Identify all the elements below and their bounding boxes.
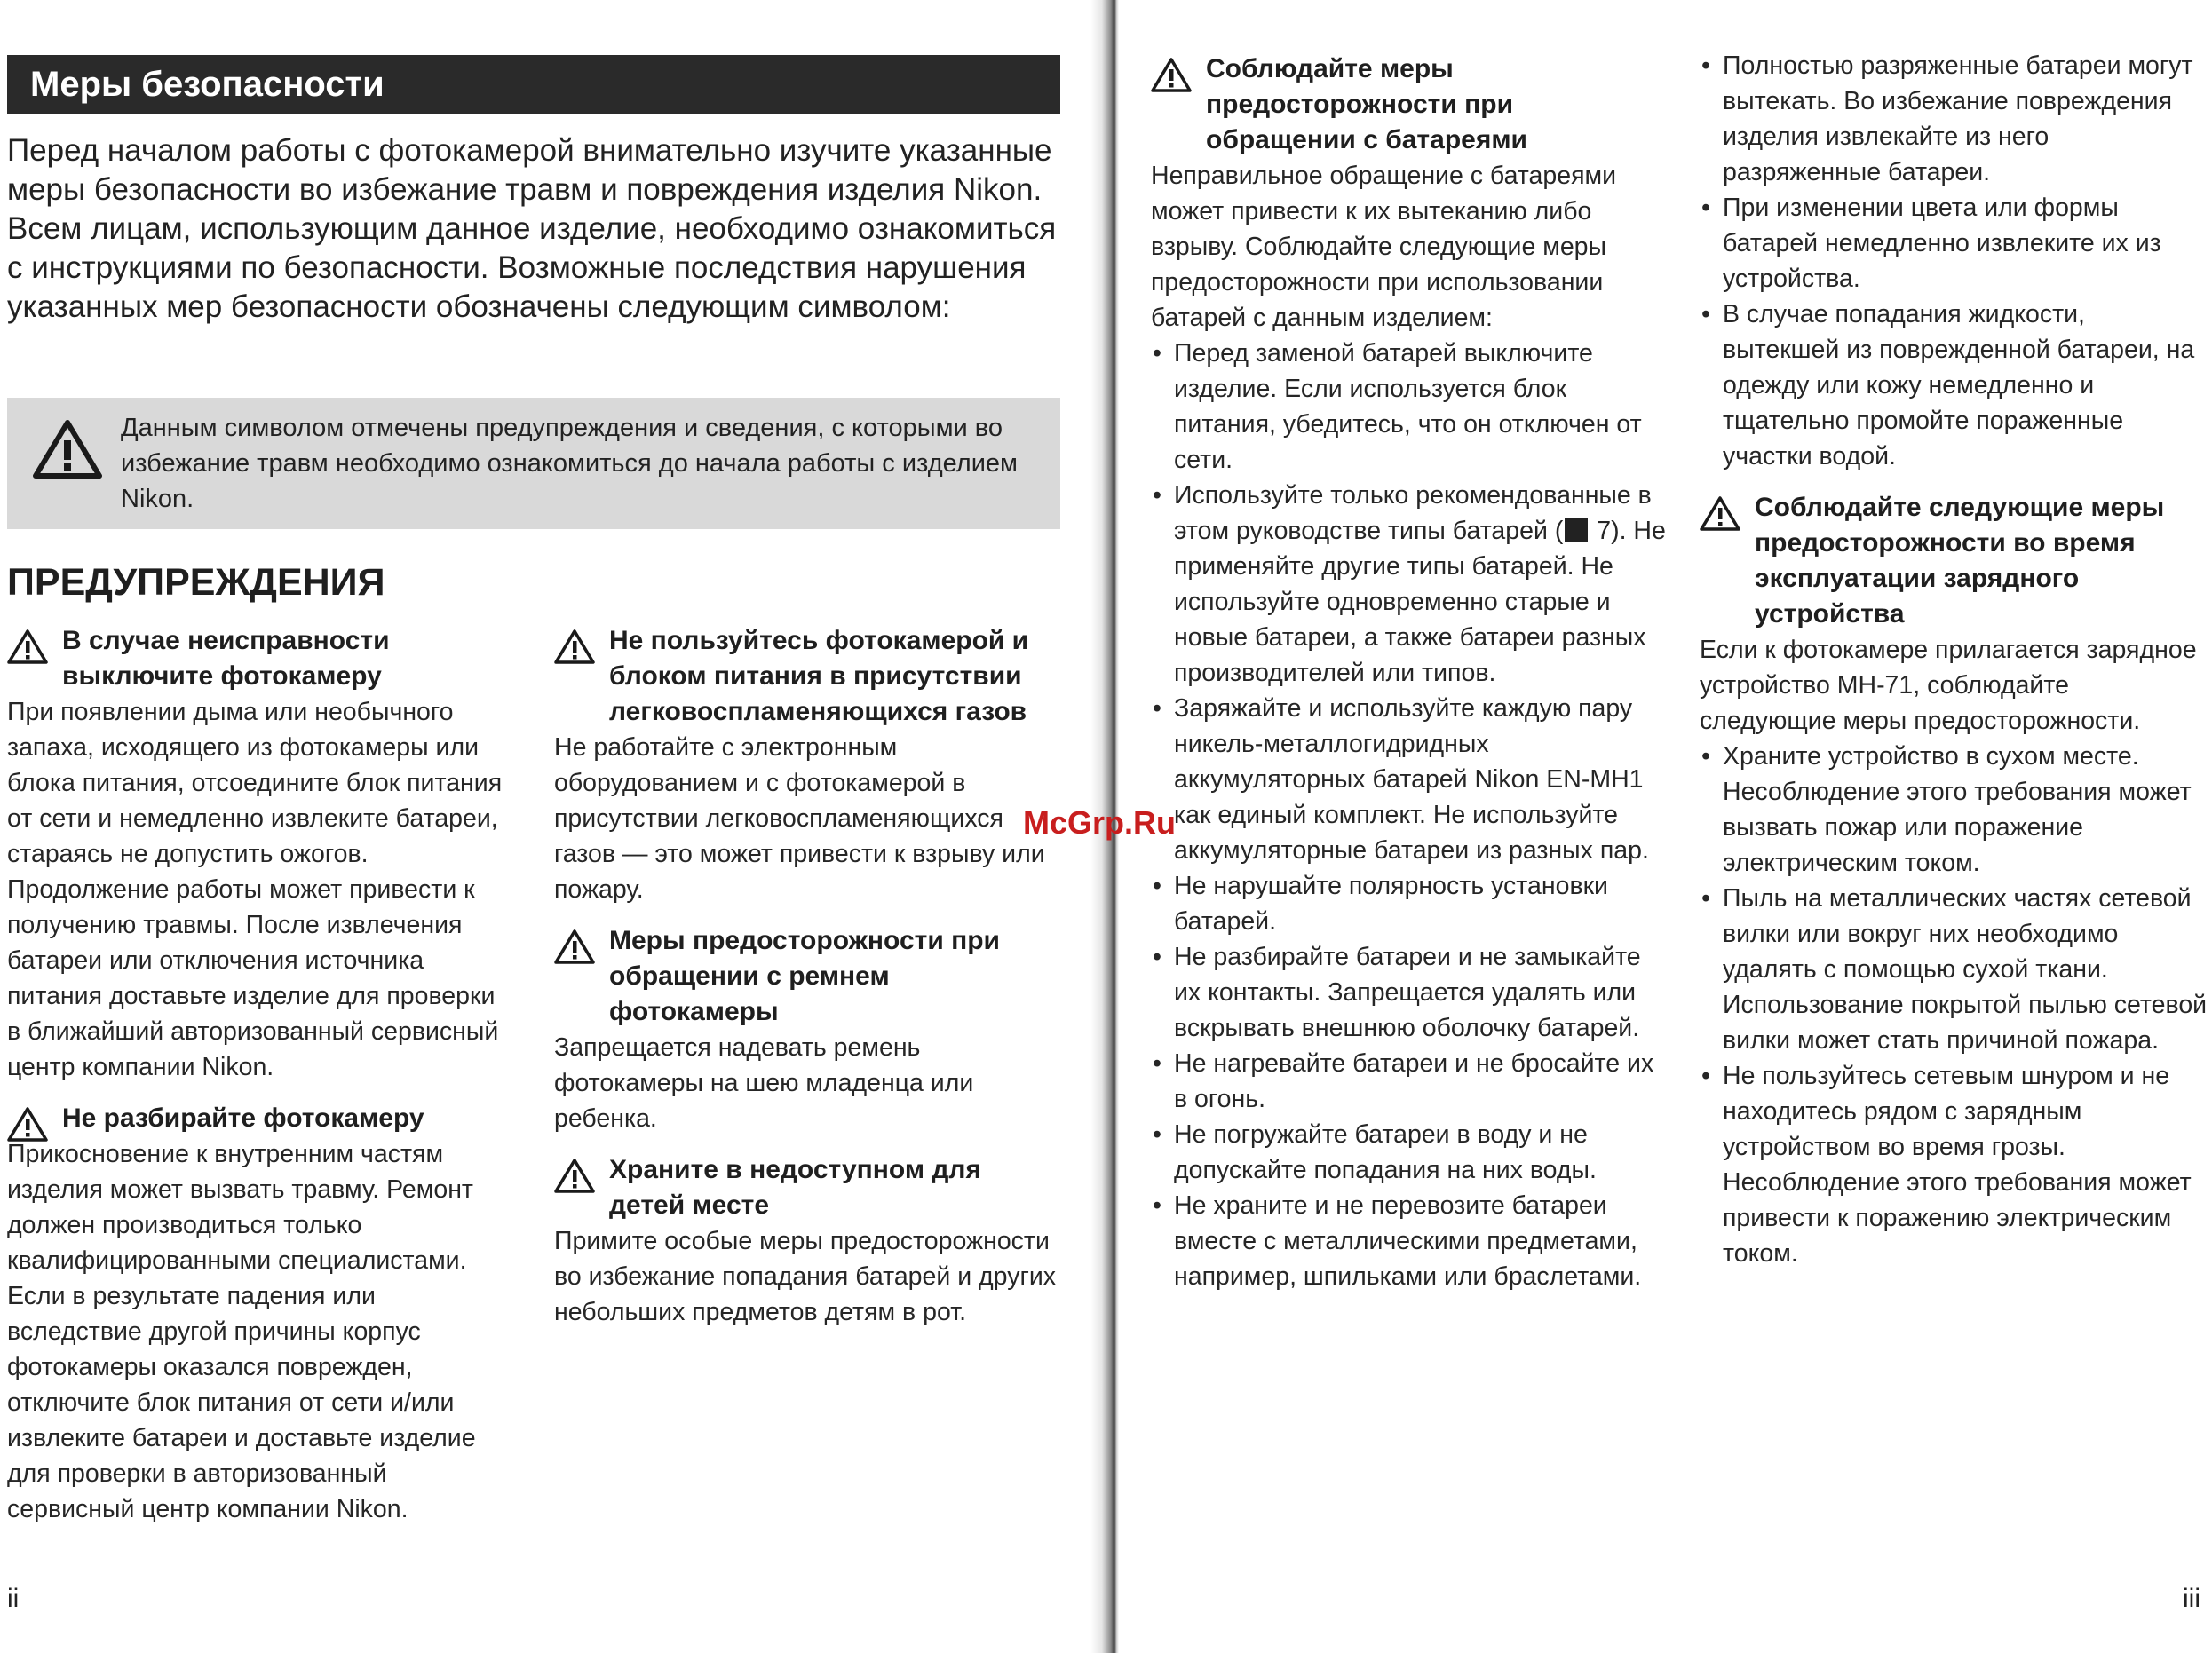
book-reference-icon <box>1565 518 1588 542</box>
warning-triangle-icon <box>554 929 595 964</box>
warning-item <box>554 923 1064 1136</box>
battery-intro: Неправильное обращение с батареями может привести к их вытеканию либо взрыву. Соблюдайте следующие меры предосторожности при использовании батарей с данным изделием: <box>1151 162 1617 332</box>
left-page <box>0 0 1098 1653</box>
list-item: • При изменении цвета или формы батарей немедленно извлеките их из устройства. <box>1700 190 2208 297</box>
left-column-1 <box>7 623 511 1527</box>
warning-item <box>7 1101 511 1527</box>
warning-symbol-notice <box>7 398 1060 529</box>
list-item: • Храните устройство в сухом месте. Несоблюдение этого требования может вызвать пожар или поражение электрическим током. <box>1700 739 2208 881</box>
right-column-1 <box>1151 51 1666 1294</box>
list-item: • Не пользуйтесь сетевым шнуром и не находитесь рядом с зарядным устройством во время грозы. Несоблюдение этого требования может привести к поражению электрическим током. <box>1700 1058 2208 1271</box>
list-item: • Не нарушайте полярность установки батарей. <box>1151 868 1666 939</box>
warning-heading: Не разбирайте фотокамеру <box>7 1101 511 1136</box>
warning-item <box>554 623 1064 907</box>
list-item: • Не погружайте батареи в воду и не допускайте попадания на них воды. <box>1151 1117 1666 1188</box>
warning-item <box>554 1152 1064 1330</box>
warnings-title: ПРЕДУПРЕЖДЕНИЯ <box>7 561 385 604</box>
battery-precautions-list <box>1151 336 1666 1294</box>
page-number: iii <box>2183 1584 2200 1613</box>
intro-text: Перед началом работы с фотокамерой внимательно изучите указанные меры безопасности во избежание травм и повреждения изделия Nikon. Всем лицам, использующим данное изделие, необходимо ознакомиться с инструкциями по безопасности. Возможные последствия нарушения указанных мер безопасности обозначены следующим символом: <box>7 133 1057 324</box>
watermark: McGrp.Ru <box>1023 804 1177 841</box>
list-item: • Перед заменой батарей выключите изделие. Если используется блок питания, убедитесь, что он отключен от сети. <box>1151 336 1666 478</box>
list-item: • Не разбирайте батареи и не замыкайте их контакты. Запрещается удалять или вскрывать внешнюю оболочку батарей. <box>1151 939 1666 1046</box>
warning-triangle-icon <box>554 1158 595 1193</box>
warning-triangle-icon <box>32 419 103 479</box>
warning-heading: Не пользуйтесь фотокамерой и блоком питания в присутствии легковоспламеняющихся газов <box>554 623 1064 730</box>
list-item: • Используйте только рекомендованные в этом руководстве типы батарей ( 7). Не применяйте другие типы батарей. Не используйте одновременно старые и новые батареи, а также батареи разных производителей или типов. <box>1151 478 1666 691</box>
right-page <box>1119 0 2212 1653</box>
warning-item <box>7 623 511 1085</box>
left-column-2 <box>554 623 1064 1330</box>
warning-heading: Меры предосторожности при обращении с ремнем фотокамеры <box>554 923 1064 1030</box>
list-item: • Пыль на металлических частях сетевой вилки или вокруг них необходимо удалять с помощью сухой ткани. Использование покрытой пылью сетевой вилки может стать причиной пожара. <box>1700 881 2208 1058</box>
warning-body: Примите особые меры предосторожности во избежание попадания батарей и других небольших предметов детям в рот. <box>554 1227 1057 1326</box>
warning-body: При появлении дыма или необычного запаха, исходящего из фотокамеры или блока питания, отсоедините блок питания от сети и немедленно извлеките батареи, стараясь не допустить ожогов. Продолжение работы может привести к получению травмы. После извлечения батареи или отключения источника питания доставьте изделие для проверки в ближайший авторизованный сервисный центр компании Nikon. <box>7 698 503 1081</box>
list-item: • Заряжайте и используйте каждую пару никель-металлогидридных аккумуляторных батарей Nikon EN-MH1 как единый комплект. Не используйте аккумуляторные батареи из разных пар. <box>1151 691 1666 868</box>
page-number: ii <box>7 1584 20 1613</box>
warning-heading: В случае неисправности выключите фотокамеру <box>7 623 511 694</box>
warning-triangle-icon <box>7 629 48 664</box>
right-column-2 <box>1700 48 2208 1271</box>
page-title: Меры безопасности <box>7 55 1060 114</box>
list-item: • Не храните и не перевозите батареи вместе с металлическими предметами, например, шпильками или браслетами. <box>1151 1188 1666 1294</box>
warning-triangle-icon <box>554 629 595 664</box>
warning-heading: Храните в недоступном для детей месте <box>554 1152 1064 1223</box>
warning-body: Прикосновение к внутренним частям изделия может вызвать травму. Ремонт должен производиться только квалифицированными специалистами. Если в результате падения или вследствие другой причины корпус фотокамеры оказался поврежден, отключите блок питания от сети и/или извлеките батареи и доставьте изделие для проверки в авторизованный сервисный центр компании Nikon. <box>7 1140 476 1523</box>
warning-triangle-icon <box>7 1106 48 1142</box>
warning-body: Не работайте с электронным оборудованием и с фотокамерой в присутствии легковоспламеняющихся газов — это может привести к взрыву или пожару. <box>554 733 1045 904</box>
list-item: • Не нагревайте батареи и не бросайте их в огонь. <box>1151 1046 1666 1117</box>
charger-precautions-list <box>1700 739 2208 1271</box>
list-item: • В случае попадания жидкости, вытекшей из поврежденной батареи, на одежду или кожу немедленно и тщательно промойте пораженные участки водой. <box>1700 297 2208 474</box>
warning-triangle-icon <box>1151 57 1192 92</box>
warning-body: Запрещается надевать ремень фотокамеры на шею младенца или ребенка. <box>554 1033 974 1133</box>
warning-heading: Соблюдайте следующие меры предосторожности во время эксплуатации зарядного устройства <box>1700 490 2208 632</box>
warning-triangle-icon <box>1700 495 1740 531</box>
charger-intro: Если к фотокамере прилагается зарядное устройство MH-71, соблюдайте следующие меры предосторожности. <box>1700 636 2197 735</box>
warning-heading: Соблюдайте меры предосторожности при обращении с батареями <box>1151 51 1666 158</box>
notice-text: Данным символом отмечены предупреждения и сведения, с которыми во избежание травм необходимо ознакомиться до начала работы с изделием Nikon. <box>121 414 1018 513</box>
list-item: • Полностью разряженные батареи могут вытекать. Во избежание повреждения изделия извлекайте из него разряженные батареи. <box>1700 48 2208 190</box>
battery-precautions-list-cont <box>1700 48 2208 474</box>
